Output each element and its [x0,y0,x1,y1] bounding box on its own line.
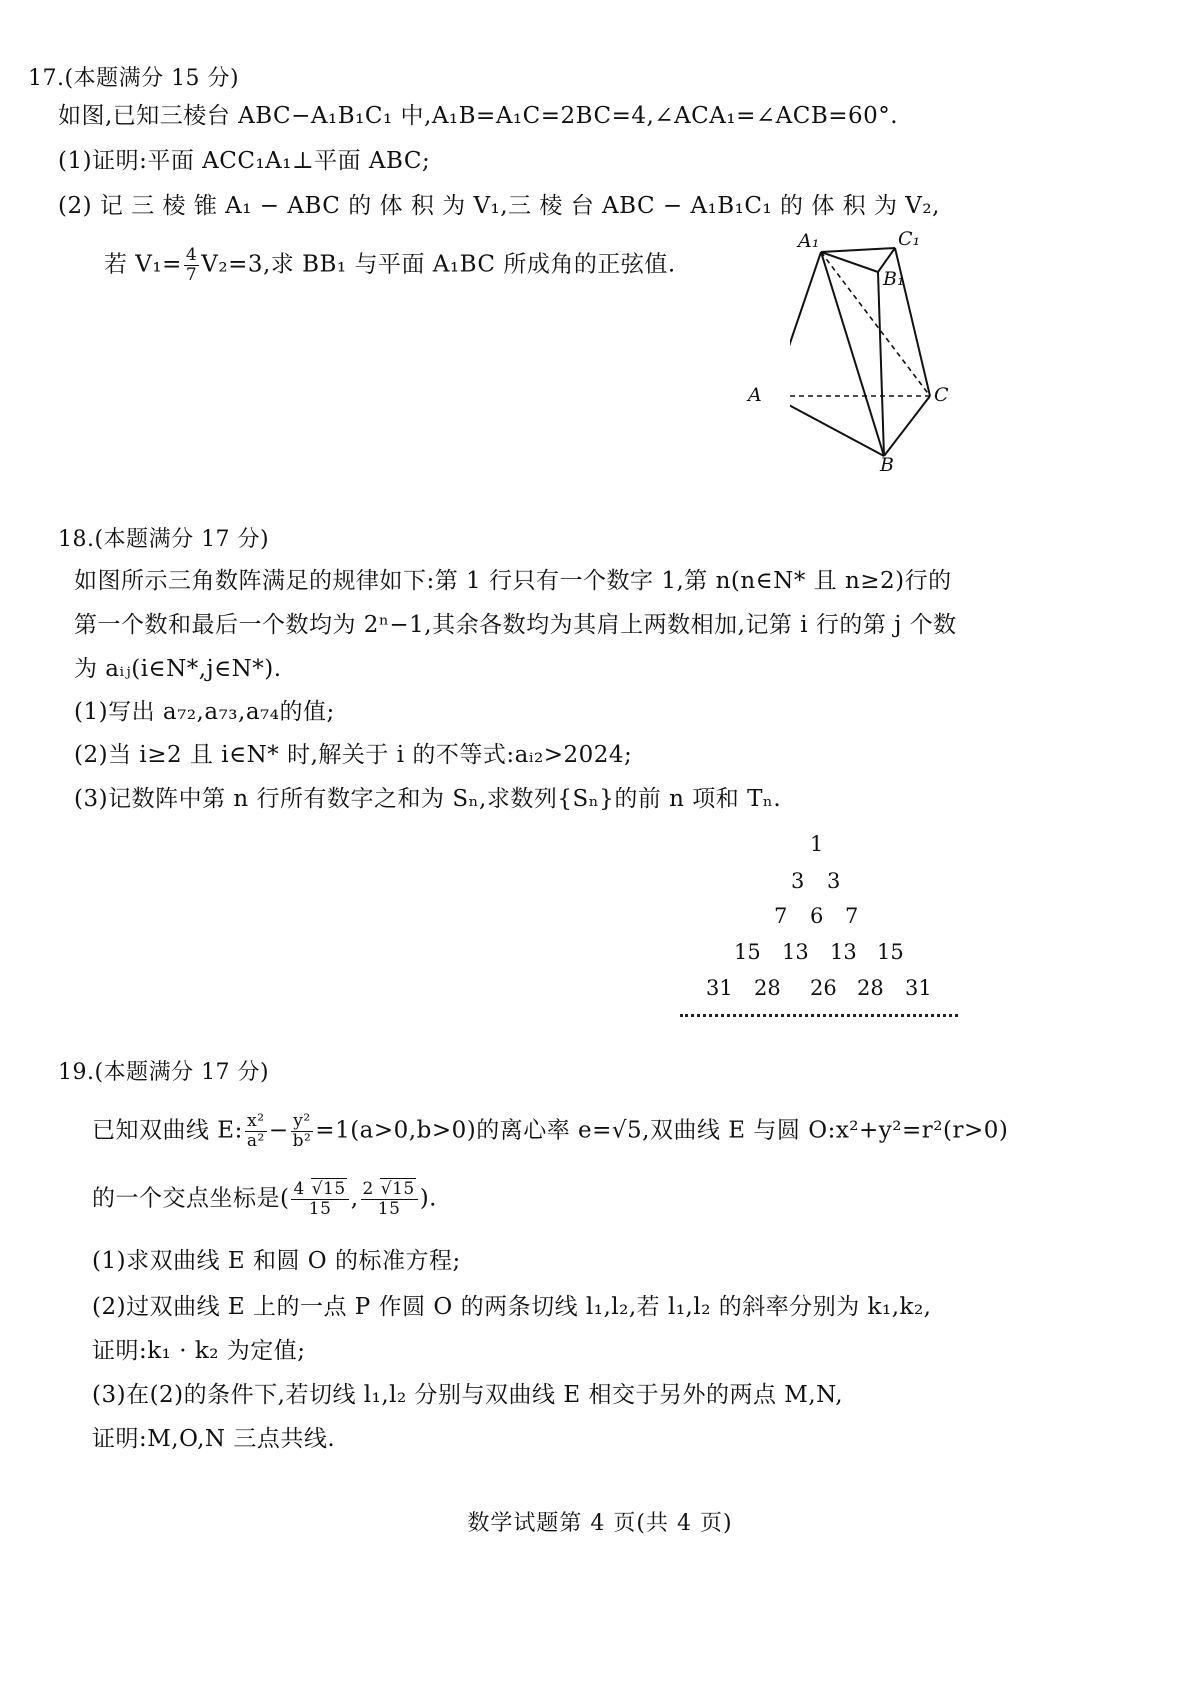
fraction-denominator: 7 [185,265,198,285]
q17-part2-continued [104,246,676,285]
edge-A1A [790,252,821,396]
q19-part2-continued: 证明:k₁ · k₂ 为定值; [92,1338,306,1364]
edge-BC [884,396,930,456]
q17-part2b-prefix: 若 V₁= [104,251,182,278]
q18-part2: (2)当 i≥2 且 i∈N* 时,解关于 i 的不等式:aᵢ₂>2024; [74,742,633,768]
fraction-denominator: b² [292,1131,312,1151]
fraction-numerator [291,1180,348,1200]
q19-part1: (1)求双曲线 E 和圆 O 的标准方程; [92,1248,461,1274]
triangle-cell: 13 [782,940,809,964]
q19-line1-prefix: 已知双曲线 E: [92,1117,243,1144]
label-A1: A₁ [798,230,820,252]
triangle-cell: 6 [810,904,824,928]
fraction-numerator: x² [245,1112,267,1132]
q19-stem-line2: 的一个交点坐标是( $\frac{4 √15}{15}$ , $\frac{2 √15}{15}$ ). [92,1179,437,1219]
q19-line2-suffix: ). [419,1185,437,1212]
label-B1: B₁ [883,268,905,290]
q18-stem-line1: 如图所示三角数阵满足的规律如下:第 1 行只有一个数字 1,第 n(n∈N* 且 n≥2)行的 [74,568,952,594]
coefficient: 4 [293,1179,305,1199]
q17-part2b-suffix: V₂=3,求 BB₁ 与平面 A₁BC 所成角的正弦值. [201,251,676,278]
triangle-cell: 3 [791,869,805,893]
q19-stem-line1: 已知双曲线 E: $\frac{\text{x²}}{\text{a²}}$ − $\frac{\text{y²}}{\text{b²}}$ =1(a>0,b>0)的离心率 e=√5,双曲线 E 与圆 O:x²+y²=r²(r>0) [92,1111,1009,1151]
q19-line1-suffix: =1(a>0,b>0)的离心率 e=√5,双曲线 E 与圆 O:x²+y²=r²(r>0) [315,1117,1009,1144]
edge-AB [790,396,884,456]
radical: √15 [311,1179,346,1199]
q19-part3-continued: 证明:M,O,N 三点共线. [92,1426,336,1452]
triangle-cell: 28 [857,976,884,1000]
triangle-cell: 15 [877,940,904,964]
triangle-cell: 28 [754,976,781,1000]
q18-heading: 18.(本题满分 17 分) [58,527,270,552]
q17-heading: 17.(本题满分 15 分) [28,66,240,91]
label-C: C [934,384,949,406]
fraction-point-y [361,1180,418,1219]
q19-part3: (3)在(2)的条件下,若切线 l₁,l₂ 分别与双曲线 E 相交于另外的两点 M,N, [92,1382,844,1408]
q18-stem-line3: 为 aᵢⱼ(i∈N*,j∈N*). [74,656,282,682]
edge-A1B [821,252,884,456]
triangle-cell: 1 [810,832,824,856]
triangle-cell: 13 [830,940,857,964]
fraction-4-7 [184,246,199,285]
fraction-denominator: a² [246,1131,265,1151]
radical: √15 [380,1179,415,1199]
triangle-cell: 31 [706,976,733,1000]
label-B: B [880,454,894,476]
q17-part1: (1)证明:平面 ACC₁A₁⊥平面 ABC; [58,148,431,174]
fraction-point-x [291,1180,348,1219]
q18-stem-line2: 第一个数和最后一个数均为 2ⁿ−1,其余各数均为其肩上两数相加,记第 i 行的第 j 个数 [74,612,957,638]
fraction-y2-b2 [291,1112,314,1151]
fraction-numerator [361,1180,418,1200]
fraction-numerator: 4 [185,245,198,265]
triangle-cell: 26 [810,976,837,1000]
q18-part1: (1)写出 a₇₂,a₇₃,a₇₄的值; [74,699,335,725]
q19-part2: (2)过双曲线 E 上的一点 P 作圆 O 的两条切线 l₁,l₂,若 l₁,l₂ 的斜率分别为 k₁,k₂, [92,1294,932,1320]
triangle-cell: 31 [905,976,932,1000]
edge-A1C1 [821,248,895,252]
triangle-cell: 3 [827,869,841,893]
label-C1: C₁ [898,228,921,250]
q19-heading: 19.(本题满分 17 分) [58,1060,270,1085]
coefficient: 2 [362,1179,374,1199]
triangle-continuation-dots [680,1014,958,1017]
label-A: A [748,384,762,406]
fraction-x2-a2 [245,1112,267,1151]
q19-line2-prefix: 的一个交点坐标是( [92,1185,290,1212]
q17-stem: 如图,已知三棱台 ABC−A₁B₁C₁ 中,A₁B=A₁C=2BC=4,∠ACA₁=∠ACB=60°. [58,103,899,129]
triangle-cell: 7 [845,904,859,928]
edge-B1B [878,272,884,456]
fraction-numerator: y² [291,1112,314,1132]
page-footer: 数学试题第 4 页(共 4 页) [467,1511,733,1536]
fraction-denominator: 15 [308,1199,332,1219]
fraction-denominator: 15 [377,1199,401,1219]
frustum-figure [790,228,1030,508]
q18-part3: (3)记数阵中第 n 行所有数字之和为 Sₙ,求数列{Sₙ}的前 n 项和 Tₙ. [74,786,782,812]
q17-part2: (2) 记 三 棱 锥 A₁ − ABC 的 体 积 为 V₁,三 棱 台 ABC − A₁B₁C₁ 的 体 积 为 V₂, [58,193,940,219]
triangle-cell: 15 [734,940,761,964]
triangle-cell: 7 [774,904,788,928]
